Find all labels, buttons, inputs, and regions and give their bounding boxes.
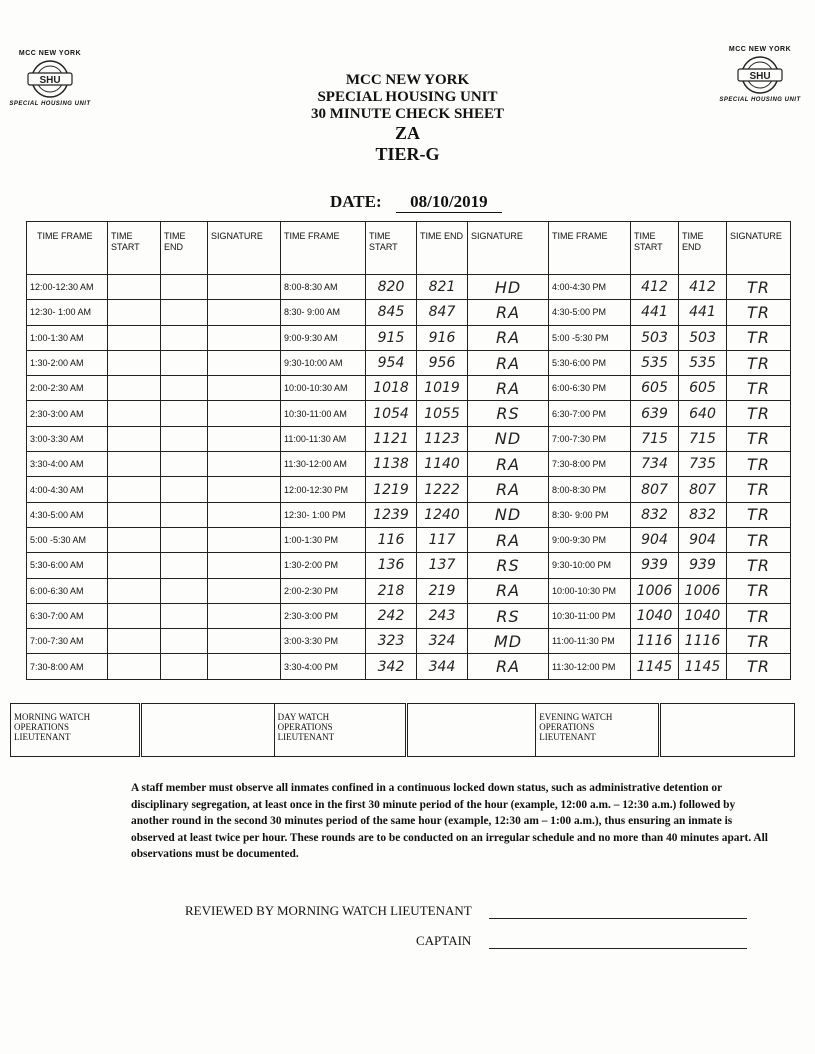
day-watch-label [274, 704, 406, 757]
signature-3-cell: TR [727, 654, 791, 679]
time-frame-1-cell: 7:30-8:00 AM [27, 654, 108, 679]
signature-1-cell[interactable] [208, 527, 281, 552]
time-start-1-cell[interactable] [108, 275, 161, 300]
seal-text: SHU [749, 71, 771, 82]
watch-signature-table [10, 703, 795, 757]
time-frame-2-cell: 8:00-8:30 AM [281, 275, 366, 300]
table-row [27, 426, 791, 451]
time-end-2-cell: 243 [417, 603, 468, 628]
time-frame-2-cell: 1:30-2:00 PM [281, 553, 366, 578]
col-signature-1: SIGNATURE [208, 222, 281, 275]
time-start-2-cell: 1239 [366, 502, 417, 527]
table-row [27, 452, 791, 477]
time-end-1-cell[interactable] [161, 477, 208, 502]
col-time-start-1: TIME START [108, 222, 161, 275]
table-row [27, 325, 791, 350]
time-frame-2-cell: 12:30- 1:00 PM [281, 502, 366, 527]
time-frame-3-cell: 10:30-11:00 PM [549, 603, 631, 628]
table-row [27, 502, 791, 527]
time-end-3-cell: 441 [679, 300, 727, 325]
time-end-2-cell: 821 [417, 275, 468, 300]
time-end-3-cell: 1006 [679, 578, 727, 603]
col-time-frame-1: TIME FRAME [27, 222, 108, 275]
signature-2-cell: RA [468, 300, 549, 325]
time-frame-2-cell: 1:00-1:30 PM [281, 527, 366, 552]
time-frame-1-cell: 4:00-4:30 AM [27, 477, 108, 502]
time-start-3-cell: 639 [631, 401, 679, 426]
time-start-2-cell: 323 [366, 629, 417, 654]
reviewed-by-row [185, 903, 747, 919]
table-row [27, 553, 791, 578]
logo-top-text: MCC NEW YORK [18, 50, 82, 57]
header-line-5: TIER-G [375, 144, 440, 164]
time-start-3-cell: 1006 [631, 578, 679, 603]
time-start-3-cell: 441 [631, 300, 679, 325]
time-end-1-cell[interactable] [161, 502, 208, 527]
time-start-1-cell[interactable] [108, 426, 161, 451]
time-end-3-cell: 939 [679, 553, 727, 578]
time-frame-2-cell: 11:30-12:00 AM [281, 452, 366, 477]
time-frame-1-cell: 3:00-3:30 AM [27, 426, 108, 451]
seal-text: SHU [39, 75, 61, 86]
time-frame-2-cell: 3:30-4:00 PM [281, 654, 366, 679]
reviewed-by-label: REVIEWED BY MORNING WATCH LIEUTENANT [185, 903, 472, 918]
signature-2-cell: RS [468, 553, 549, 578]
time-end-2-cell: 344 [417, 654, 468, 679]
signature-1-cell[interactable] [208, 603, 281, 628]
time-start-1-cell[interactable] [108, 629, 161, 654]
time-frame-1-cell: 5:00 -5:30 AM [27, 527, 108, 552]
time-frame-2-cell: 8:30- 9:00 AM [281, 300, 366, 325]
col-signature-2: SIGNATURE [468, 222, 549, 275]
observation-policy-notice: A staff member must observe all inmates confined in a continuous locked down status, such as administrative detention or disciplinary segregation, at least once in the first 30 minute period of the hour (example, 12:00 a.m. – 12:30 a.m.) followed by another round in the second 30 minutes period of the same hour (example, 12:30 am – 1:00 a.m.), thus ensuring an inmate is observed at least twice per hour. These rounds are to be conducted on an irregular schedule and no more than 40 minutes apart. All observations must be documented. [131, 782, 768, 860]
signature-3-cell: TR [727, 350, 791, 375]
time-end-1-cell[interactable] [161, 401, 208, 426]
signature-3-cell: TR [727, 426, 791, 451]
time-end-1-cell[interactable] [161, 452, 208, 477]
signature-3-cell: TR [727, 629, 791, 654]
time-start-2-cell: 1121 [366, 426, 417, 451]
header-line-1: MCC NEW YORK [345, 72, 470, 88]
time-end-1-cell[interactable] [161, 350, 208, 375]
time-frame-1-cell: 5:30-6:00 AM [27, 553, 108, 578]
time-end-1-cell[interactable] [161, 578, 208, 603]
evening-watch-line-3: LIEUTENANT [539, 732, 596, 742]
time-start-2-cell: 136 [366, 553, 417, 578]
time-frame-1-cell: 6:00-6:30 AM [27, 578, 108, 603]
header-line-4: ZA [394, 123, 420, 143]
time-start-2-cell: 342 [366, 654, 417, 679]
time-start-3-cell: 715 [631, 426, 679, 451]
time-start-3-cell: 412 [631, 275, 679, 300]
time-start-2-cell: 1054 [366, 401, 417, 426]
time-frame-3-cell: 8:00-8:30 PM [549, 477, 631, 502]
time-end-2-cell: 1019 [417, 376, 468, 401]
signature-3-cell: TR [727, 401, 791, 426]
time-end-3-cell: 605 [679, 376, 727, 401]
signature-3-cell: TR [727, 527, 791, 552]
signature-1-cell[interactable] [208, 401, 281, 426]
time-start-3-cell: 904 [631, 527, 679, 552]
time-frame-1-cell: 1:00-1:30 AM [27, 325, 108, 350]
time-end-2-cell: 847 [417, 300, 468, 325]
table-row [27, 578, 791, 603]
time-start-1-cell[interactable] [108, 502, 161, 527]
time-start-3-cell: 1116 [631, 629, 679, 654]
signature-1-cell[interactable] [208, 477, 281, 502]
signature-1-cell[interactable] [208, 325, 281, 350]
time-start-1-cell[interactable] [108, 553, 161, 578]
time-start-2-cell: 845 [366, 300, 417, 325]
time-end-2-cell: 916 [417, 325, 468, 350]
time-frame-3-cell: 9:00-9:30 PM [549, 527, 631, 552]
time-end-1-cell[interactable] [161, 426, 208, 451]
logo-top-text: MCC NEW YORK [728, 46, 792, 53]
time-end-3-cell: 1145 [679, 654, 727, 679]
time-frame-1-cell: 12:30- 1:00 AM [27, 300, 108, 325]
time-start-3-cell: 1145 [631, 654, 679, 679]
time-frame-3-cell: 7:00-7:30 PM [549, 426, 631, 451]
time-frame-3-cell: 10:00-10:30 PM [549, 578, 631, 603]
signature-1-cell[interactable] [208, 300, 281, 325]
signature-3-cell: TR [727, 325, 791, 350]
signature-3-cell: TR [727, 578, 791, 603]
time-start-3-cell: 807 [631, 477, 679, 502]
time-start-3-cell: 535 [631, 350, 679, 375]
check-sheet-body [27, 275, 791, 680]
time-frame-2-cell: 2:00-2:30 PM [281, 578, 366, 603]
table-row [27, 350, 791, 375]
morning-watch-line-2: OPERATIONS [14, 722, 70, 732]
time-end-3-cell: 715 [679, 426, 727, 451]
time-end-1-cell[interactable] [161, 553, 208, 578]
col-signature-3: SIGNATURE [727, 222, 791, 275]
time-end-3-cell: 1040 [679, 603, 727, 628]
signature-1-cell[interactable] [208, 629, 281, 654]
table-row [27, 275, 791, 300]
signature-3-cell: TR [727, 603, 791, 628]
time-end-1-cell[interactable] [161, 527, 208, 552]
signature-3-cell: TR [727, 300, 791, 325]
signature-2-cell: RA [468, 376, 549, 401]
signature-1-cell[interactable] [208, 350, 281, 375]
signature-1-cell[interactable] [208, 578, 281, 603]
col-time-start-3: TIME START [631, 222, 679, 275]
signature-3-cell: TR [727, 452, 791, 477]
signature-1-cell[interactable] [208, 452, 281, 477]
time-end-3-cell: 535 [679, 350, 727, 375]
check-sheet-table [26, 221, 791, 680]
time-start-3-cell: 939 [631, 553, 679, 578]
day-watch-line-3: LIEUTENANT [277, 732, 335, 742]
time-start-2-cell: 954 [366, 350, 417, 375]
time-start-3-cell: 1040 [631, 603, 679, 628]
day-watch-line-1: DAY WATCH [277, 712, 330, 722]
time-end-1-cell[interactable] [161, 275, 208, 300]
morning-watch-label [11, 704, 141, 757]
time-frame-3-cell: 4:00-4:30 PM [549, 275, 631, 300]
time-end-1-cell[interactable] [161, 300, 208, 325]
time-frame-1-cell: 1:30-2:00 AM [27, 350, 108, 375]
time-start-2-cell: 242 [366, 603, 417, 628]
date-value: 08/10/2019 [396, 192, 502, 213]
time-frame-3-cell: 5:00 -5:30 PM [549, 325, 631, 350]
signature-3-cell: TR [727, 477, 791, 502]
logo-bottom-text: SPECIAL HOUSING UNIT [9, 101, 91, 107]
time-frame-3-cell: 4:30-5:00 PM [549, 300, 631, 325]
signature-1-cell[interactable] [208, 426, 281, 451]
time-end-2-cell: 219 [417, 578, 468, 603]
signature-2-cell: RS [468, 401, 549, 426]
time-frame-3-cell: 5:30-6:00 PM [549, 350, 631, 375]
time-end-1-cell[interactable] [161, 325, 208, 350]
time-frame-2-cell: 3:00-3:30 PM [281, 629, 366, 654]
signature-2-cell: ND [468, 426, 549, 451]
signature-2-cell: RS [468, 603, 549, 628]
time-end-2-cell: 117 [417, 527, 468, 552]
evening-watch-line-1: EVENING WATCH [539, 712, 613, 722]
time-frame-3-cell: 11:00-11:30 PM [549, 629, 631, 654]
evening-watch-line-2: OPERATIONS [539, 722, 595, 732]
time-frame-1-cell: 3:30-4:00 AM [27, 452, 108, 477]
signature-1-cell[interactable] [208, 502, 281, 527]
table-row [27, 300, 791, 325]
time-frame-1-cell: 2:30-3:00 AM [27, 401, 108, 426]
col-time-frame-3: TIME FRAME [549, 222, 631, 275]
signature-2-cell: HD [468, 275, 549, 300]
signature-1-cell[interactable] [208, 376, 281, 401]
captain-signature-line[interactable] [489, 948, 747, 949]
time-start-1-cell[interactable] [108, 350, 161, 375]
signature-2-cell: RA [468, 578, 549, 603]
time-frame-3-cell: 11:30-12:00 PM [549, 654, 631, 679]
time-end-2-cell: 137 [417, 553, 468, 578]
signature-2-cell: RA [468, 452, 549, 477]
signature-2-cell: MD [468, 629, 549, 654]
captain-row [416, 933, 747, 949]
time-frame-1-cell: 2:00-2:30 AM [27, 376, 108, 401]
signature-2-cell: RA [468, 527, 549, 552]
time-end-2-cell: 324 [417, 629, 468, 654]
time-end-3-cell: 832 [679, 502, 727, 527]
time-frame-1-cell: 6:30-7:00 AM [27, 603, 108, 628]
time-end-1-cell[interactable] [161, 376, 208, 401]
time-start-2-cell: 116 [366, 527, 417, 552]
table-row [27, 401, 791, 426]
time-frame-2-cell: 9:00-9:30 AM [281, 325, 366, 350]
table-row [27, 629, 791, 654]
col-time-end-3: TIME END [679, 222, 727, 275]
time-frame-2-cell: 10:00-10:30 AM [281, 376, 366, 401]
col-time-end-2: TIME END [417, 222, 468, 275]
time-end-1-cell[interactable] [161, 654, 208, 679]
time-start-1-cell[interactable] [108, 654, 161, 679]
time-start-2-cell: 1138 [366, 452, 417, 477]
time-end-3-cell: 807 [679, 477, 727, 502]
time-end-2-cell: 956 [417, 350, 468, 375]
time-frame-1-cell: 12:00-12:30 AM [27, 275, 108, 300]
date-label: DATE: [330, 192, 382, 211]
time-start-1-cell[interactable] [108, 477, 161, 502]
logo-bottom-text: SPECIAL HOUSING UNIT [719, 97, 801, 103]
signature-3-cell: TR [727, 553, 791, 578]
time-start-2-cell: 1018 [366, 376, 417, 401]
time-start-1-cell[interactable] [108, 401, 161, 426]
day-watch-signature-field[interactable] [406, 704, 536, 757]
signature-3-cell: TR [727, 275, 791, 300]
date-row [330, 192, 502, 213]
time-start-1-cell[interactable] [108, 376, 161, 401]
time-start-1-cell[interactable] [108, 578, 161, 603]
signature-1-cell[interactable] [208, 654, 281, 679]
day-watch-line-2: OPERATIONS [277, 722, 333, 732]
time-end-2-cell: 1123 [417, 426, 468, 451]
morning-watch-line-1: MORNING WATCH [14, 712, 91, 722]
time-frame-1-cell: 7:00-7:30 AM [27, 629, 108, 654]
col-time-start-2: TIME START [366, 222, 417, 275]
time-frame-3-cell: 9:30-10:00 PM [549, 553, 631, 578]
table-row [27, 527, 791, 552]
signature-3-cell: TR [727, 502, 791, 527]
time-end-2-cell: 1222 [417, 477, 468, 502]
signature-2-cell: RA [468, 325, 549, 350]
signature-1-cell[interactable] [208, 553, 281, 578]
signature-2-cell: RA [468, 477, 549, 502]
time-frame-3-cell: 6:00-6:30 PM [549, 376, 631, 401]
time-start-1-cell[interactable] [108, 325, 161, 350]
captain-label: CAPTAIN [416, 933, 472, 948]
time-start-3-cell: 503 [631, 325, 679, 350]
time-frame-3-cell: 7:30-8:00 PM [549, 452, 631, 477]
time-start-3-cell: 832 [631, 502, 679, 527]
morning-watch-line-3: LIEUTENANT [14, 732, 71, 742]
header-row [27, 222, 791, 275]
time-start-1-cell[interactable] [108, 300, 161, 325]
time-frame-1-cell: 4:30-5:00 AM [27, 502, 108, 527]
time-end-3-cell: 904 [679, 527, 727, 552]
sheet-header [0, 72, 815, 165]
time-end-3-cell: 1116 [679, 629, 727, 654]
reviewed-by-signature-line[interactable] [489, 918, 747, 919]
col-time-end-1: TIME END [161, 222, 208, 275]
time-start-2-cell: 218 [366, 578, 417, 603]
signature-3-cell: TR [727, 376, 791, 401]
time-end-1-cell[interactable] [161, 603, 208, 628]
table-row [27, 376, 791, 401]
time-end-3-cell: 640 [679, 401, 727, 426]
time-end-2-cell: 1240 [417, 502, 468, 527]
header-line-2: SPECIAL HOUSING UNIT [317, 89, 498, 105]
table-row [27, 654, 791, 679]
table-row [27, 477, 791, 502]
time-start-1-cell[interactable] [108, 603, 161, 628]
time-start-2-cell: 820 [366, 275, 417, 300]
signature-2-cell: ND [468, 502, 549, 527]
signature-2-cell: RA [468, 654, 549, 679]
time-end-1-cell[interactable] [161, 629, 208, 654]
time-start-2-cell: 915 [366, 325, 417, 350]
time-end-2-cell: 1140 [417, 452, 468, 477]
time-end-3-cell: 735 [679, 452, 727, 477]
time-end-3-cell: 503 [679, 325, 727, 350]
time-frame-2-cell: 10:30-11:00 AM [281, 401, 366, 426]
time-frame-2-cell: 11:00-11:30 AM [281, 426, 366, 451]
time-start-2-cell: 1219 [366, 477, 417, 502]
evening-watch-label [536, 704, 660, 757]
time-start-1-cell[interactable] [108, 527, 161, 552]
time-end-3-cell: 412 [679, 275, 727, 300]
time-frame-2-cell: 2:30-3:00 PM [281, 603, 366, 628]
time-start-1-cell[interactable] [108, 452, 161, 477]
signature-2-cell: RA [468, 350, 549, 375]
morning-watch-signature-field[interactable] [140, 704, 274, 757]
time-frame-3-cell: 8:30- 9:00 PM [549, 502, 631, 527]
time-start-3-cell: 734 [631, 452, 679, 477]
time-end-2-cell: 1055 [417, 401, 468, 426]
time-frame-2-cell: 9:30-10:00 AM [281, 350, 366, 375]
time-start-3-cell: 605 [631, 376, 679, 401]
col-time-frame-2: TIME FRAME [281, 222, 366, 275]
signature-1-cell[interactable] [208, 275, 281, 300]
evening-watch-signature-field[interactable] [660, 704, 795, 757]
time-frame-3-cell: 6:30-7:00 PM [549, 401, 631, 426]
table-row [27, 603, 791, 628]
time-frame-2-cell: 12:00-12:30 PM [281, 477, 366, 502]
header-line-3: 30 MINUTE CHECK SHEET [311, 106, 504, 122]
